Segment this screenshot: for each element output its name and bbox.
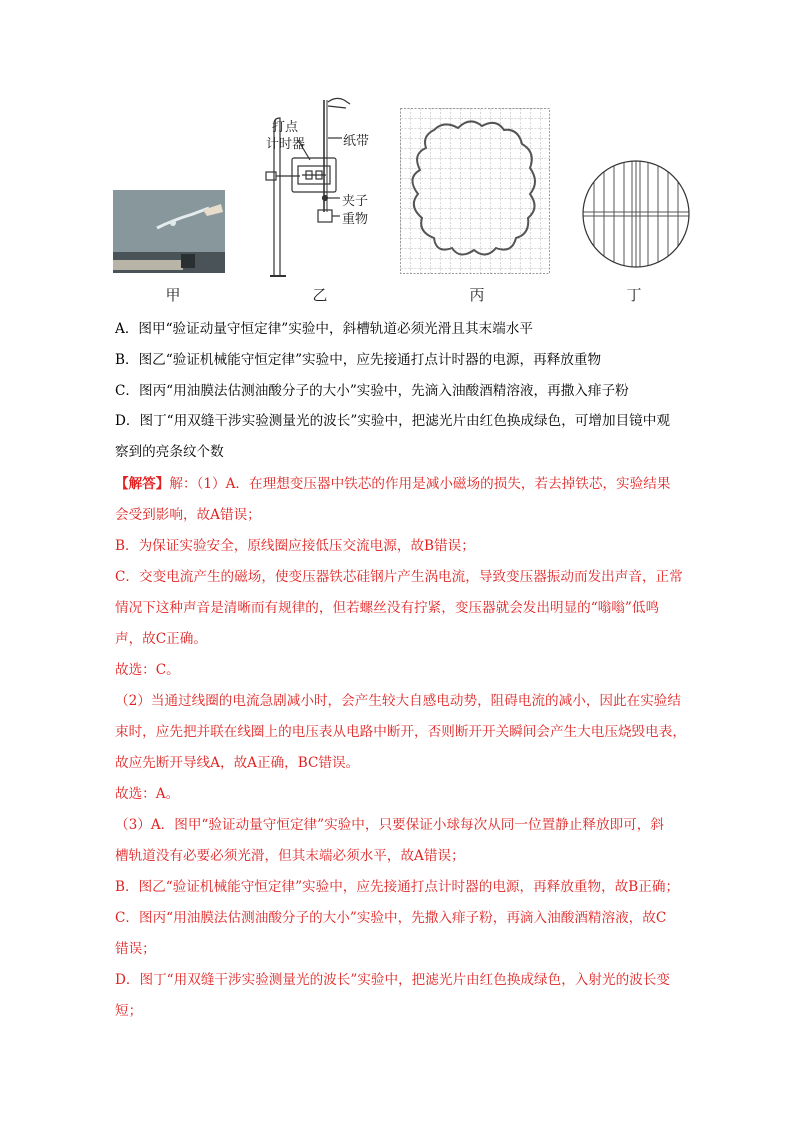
- answer-line-6: 声，故C正确。: [115, 631, 207, 647]
- answer-tag: 【解答】: [115, 476, 170, 492]
- label-timer-line2: 计时器: [266, 137, 306, 152]
- figure-row: [0, 0, 800, 310]
- answer-line-7: 故选：C。: [115, 662, 180, 678]
- answer-line-9: 束时，应先把并联在线圈上的电压表从电路中断开，否则断开开关瞬间会产生大电压烧毁电表，: [115, 724, 686, 740]
- label-clip: 夹子: [342, 194, 369, 209]
- answer-line-17: D．图丁“用双缝干涉实验测量光的波长”实验中，把滤光片由红色换成绿色，入射光的波长变: [115, 972, 670, 988]
- figure-label-bing: 丙: [469, 286, 485, 304]
- answer-line-15: C．图丙“用油膜法估测油酸分子的大小”实验中，先撒入痱子粉，再滴入油酸酒精溶液，故C: [115, 910, 667, 926]
- answer-line-18: 短；: [115, 1003, 143, 1019]
- answer-line-11: 故选：A。: [115, 786, 180, 802]
- label-timer-line1: 打点: [272, 120, 299, 135]
- figure-label-yi: 乙: [312, 286, 328, 304]
- answer-line-3: B．为保证实验安全，原线圈应接低压交流电源，故B错误；: [115, 538, 475, 554]
- answer-line-14: B．图乙“验证机械能守恒定律”实验中，应先接通打点计时器的电源，再释放重物，故B正确；: [115, 879, 680, 895]
- answer-line-5: 情况下这种声音是清晰而有规律的，但若螺丝没有拧紧，变压器就会发出明显的“嗡嗡”低鸣: [115, 600, 660, 616]
- figure-bing-oil-film: [400, 108, 550, 274]
- figure-label-jia: 甲: [165, 286, 181, 304]
- option-c: C．图丙“用油膜法估测油酸分子的大小”实验中，先滴入油酸酒精溶液，再撒入痱子粉: [115, 383, 629, 399]
- figure-label-ding: 丁: [626, 286, 642, 304]
- answer-line-8: （2）当通过线圈的电流急剧减小时，会产生较大自感电动势，阻碍电流的减小，因此在实验结: [115, 693, 681, 709]
- answer-line-10: 故应先断开导线A，故A正确，BC错误。: [115, 755, 360, 771]
- label-weight: 重物: [342, 212, 369, 227]
- label-tape: 纸带: [343, 134, 370, 149]
- option-d-line2: 察到的亮条纹个数: [115, 444, 224, 460]
- answer-line-16: 错误；: [115, 941, 156, 957]
- answer-line-1: [115, 474, 670, 494]
- figure-ding-fringes: [580, 158, 692, 270]
- answer-line-1-text: 解：（1）A．在理想变压器中铁芯的作用是减小磁场的损失，若去掉铁芯，实验结果: [169, 476, 671, 492]
- answer-line-13: 槽轨道没有必要必须光滑，但其末端必须水平，故A错误；: [115, 848, 465, 864]
- option-d-line1: D．图丁“用双缝干涉实验测量光的波长”实验中，把滤光片由红色换成绿色，可增加目镜中观: [115, 413, 670, 429]
- answer-line-12: （3）A．图甲“验证动量守恒定律”实验中，只要保证小球每次从同一位置静止释放即可，斜: [115, 817, 664, 833]
- answer-line-2: 会受到影响，故A错误；: [115, 507, 261, 523]
- figure-jia-photo: [113, 190, 225, 273]
- answer-line-4: C．交变电流产生的磁场，使变压器铁芯硅钢片产生涡电流，导致变压器振动而发出声音，正常: [115, 569, 683, 585]
- option-b: B．图乙“验证机械能守恒定律”实验中，应先接通打点计时器的电源，再释放重物: [115, 352, 602, 368]
- option-a: A．图甲“验证动量守恒定律”实验中，斜槽轨道必须光滑且其末端水平: [115, 321, 533, 337]
